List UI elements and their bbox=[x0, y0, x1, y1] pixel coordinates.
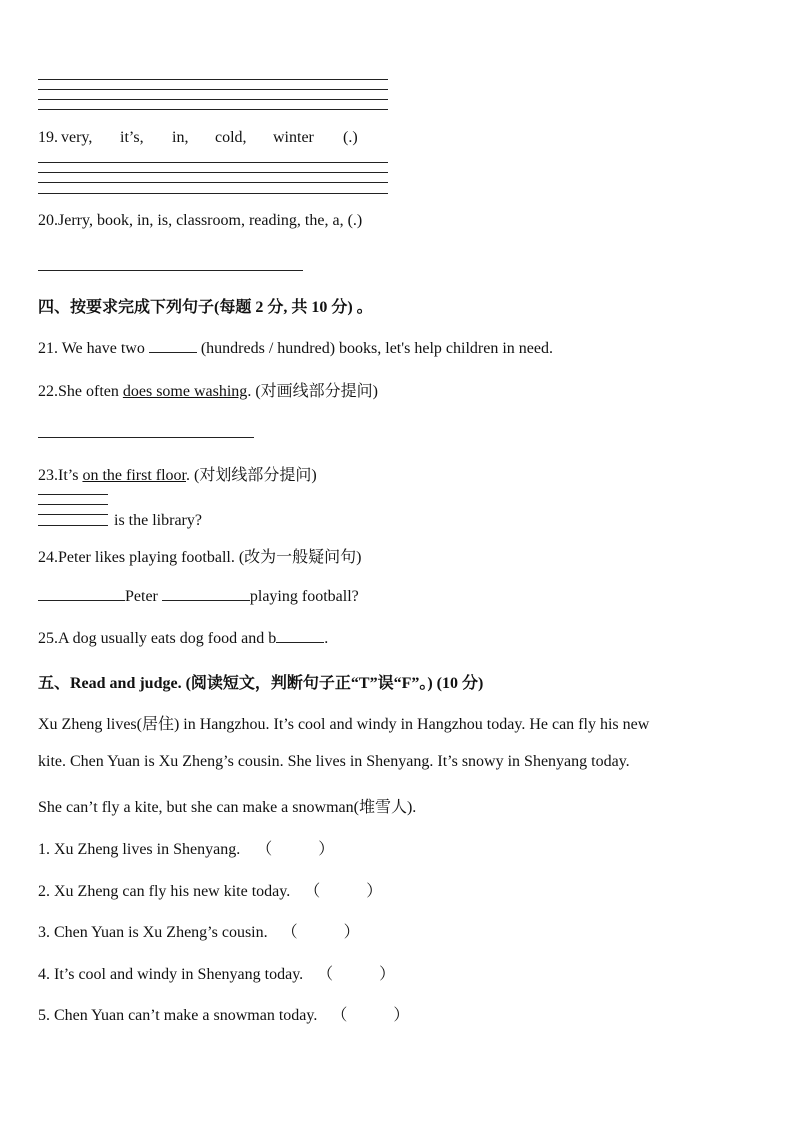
answer-paren-close: ） bbox=[393, 1007, 410, 1024]
section-4-heading: 四、按要求完成下列句子(每题 2 分, 共 10 分) 。 bbox=[38, 299, 373, 316]
q23-prefix: 23.It’s bbox=[38, 467, 83, 484]
question-20: 20.Jerry, book, in, is, classroom, reading, the, a, (.) bbox=[38, 212, 363, 229]
q21-number: 21 bbox=[38, 340, 54, 357]
judge-item-3 bbox=[38, 919, 360, 942]
judge-item-2 bbox=[38, 878, 382, 901]
answer-line bbox=[38, 270, 303, 271]
answer-line bbox=[38, 193, 388, 194]
answer-line bbox=[38, 514, 108, 515]
q23-suffix: . (对划线部分提问) bbox=[186, 467, 317, 484]
question-24: 24.Peter likes playing football. (改为一般疑问句) bbox=[38, 549, 362, 566]
q22-suffix: . (对画线部分提问) bbox=[247, 383, 378, 400]
q19-word: very, bbox=[61, 129, 93, 146]
answer-paren-open: （ bbox=[256, 841, 273, 858]
q21-blank bbox=[149, 338, 197, 353]
q24-blank bbox=[162, 586, 250, 601]
q24-blank bbox=[38, 586, 125, 601]
judge-item-text: 2. Xu Zheng can fly his new kite today. bbox=[38, 883, 291, 900]
q19-word: winter bbox=[273, 129, 314, 146]
answer-paren-close: ） bbox=[366, 883, 383, 900]
passage-line: kite. Chen Yuan is Xu Zheng’s cousin. She lives in Shenyang. It’s snowy in Shenyang today. bbox=[38, 753, 630, 770]
judge-item-text: 4. It’s cool and windy in Shenyang today. bbox=[38, 966, 304, 983]
answer-line bbox=[38, 494, 108, 495]
q24-answer bbox=[38, 586, 359, 606]
q19-number: 19. bbox=[38, 129, 58, 146]
answer-line bbox=[38, 162, 388, 163]
q21-after: (hundreds / hundred) books, let's help children in need. bbox=[196, 340, 553, 357]
answer-paren-open: （ bbox=[281, 924, 298, 941]
passage-line: She can’t fly a kite, but she can make a snowman(堆雪人). bbox=[38, 799, 417, 816]
q25-text: 25.A dog usually eats dog food and b bbox=[38, 630, 277, 647]
answer-line bbox=[38, 525, 108, 526]
judge-item-text: 1. Xu Zheng lives in Shenyang. bbox=[38, 841, 241, 858]
answer-paren-close: ） bbox=[379, 966, 396, 983]
q23-underlined: on the first floor bbox=[82, 467, 186, 484]
q19-word: cold, bbox=[215, 129, 247, 146]
section-5-heading: 五、Read and judge. (阅读短文，判断句子正“T”误“F”。) (10 分) bbox=[38, 675, 484, 692]
answer-line bbox=[38, 172, 388, 173]
question-21 bbox=[38, 338, 553, 358]
judge-item-1 bbox=[38, 836, 334, 859]
judge-item-text: 5. Chen Yuan can’t make a snowman today. bbox=[38, 1007, 318, 1024]
answer-paren-open: （ bbox=[331, 1007, 348, 1024]
judge-item-text: 3. Chen Yuan is Xu Zheng’s cousin. bbox=[38, 924, 268, 941]
answer-line bbox=[38, 109, 388, 110]
answer-line bbox=[38, 437, 254, 438]
answer-line bbox=[38, 99, 388, 100]
question-22 bbox=[38, 378, 378, 401]
q22-underlined: does some washing bbox=[122, 383, 248, 400]
question-25 bbox=[38, 628, 328, 648]
q19-word: in, bbox=[172, 129, 189, 146]
q25-blank bbox=[276, 628, 324, 643]
answer-paren-open: （ bbox=[317, 966, 334, 983]
q25-suffix: . bbox=[324, 630, 329, 647]
answer-line bbox=[38, 504, 108, 505]
q19-word: it’s, bbox=[120, 129, 144, 146]
q24-answer-mid: Peter bbox=[125, 588, 158, 605]
q21-before: . We have two bbox=[54, 340, 149, 357]
q24-answer-end: playing football? bbox=[249, 588, 359, 605]
answer-line bbox=[38, 79, 388, 80]
answer-paren-close: ） bbox=[318, 841, 335, 858]
passage-line: Xu Zheng lives(居住) in Hangzhou. It’s cool and windy in Hangzhou today. He can fly his new bbox=[38, 716, 650, 733]
answer-paren-open: （ bbox=[304, 883, 321, 900]
answer-paren-close: ） bbox=[343, 924, 360, 941]
q22-prefix: 22.She often bbox=[38, 383, 123, 400]
answer-line bbox=[38, 89, 388, 90]
judge-item-5 bbox=[38, 1002, 409, 1025]
q19-word: (.) bbox=[343, 129, 358, 146]
question-23 bbox=[38, 462, 317, 485]
judge-item-4 bbox=[38, 961, 395, 984]
q23-answer-tail: is the library? bbox=[114, 512, 202, 529]
answer-line bbox=[38, 182, 388, 183]
